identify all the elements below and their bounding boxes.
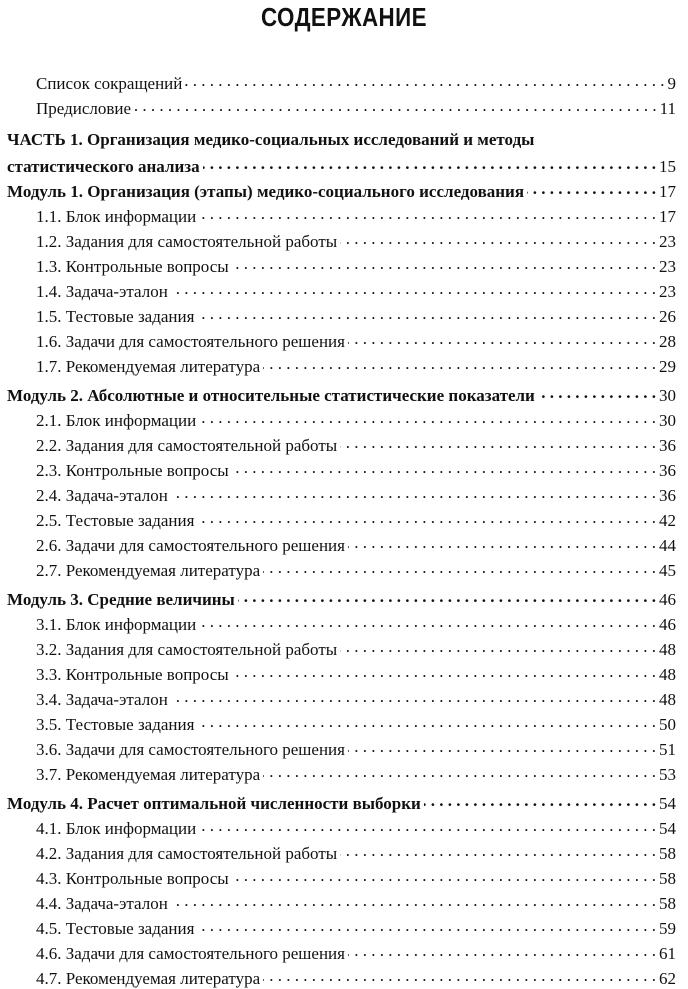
toc-entry[interactable] xyxy=(0,94,688,119)
dot-leader xyxy=(348,331,656,349)
dot-leader xyxy=(185,73,664,91)
dot-leader xyxy=(197,306,656,324)
toc-subentry[interactable] xyxy=(0,431,688,456)
toc-entry-page: 11 xyxy=(659,99,676,118)
toc-subentry-page: 44 xyxy=(659,536,676,555)
toc-subentry[interactable] xyxy=(0,660,688,685)
dot-leader xyxy=(238,589,656,607)
toc-subentry[interactable] xyxy=(0,406,688,431)
module-heading-label: Модуль 4. Расчет оптимальной численности выборки xyxy=(7,794,421,813)
toc-subentry[interactable] xyxy=(0,735,688,760)
toc-subentry-page: 54 xyxy=(659,819,676,838)
dot-leader xyxy=(340,639,656,657)
dot-leader xyxy=(171,893,656,911)
dot-leader xyxy=(348,943,656,961)
toc-subentry-page: 36 xyxy=(659,436,676,455)
dot-leader xyxy=(203,156,656,174)
toc-subentry-label: 1.3. Контрольные вопросы xyxy=(36,257,229,276)
toc-subentry-label: 2.2. Задания для самостоятельной работы xyxy=(36,436,338,455)
toc-subentry[interactable] xyxy=(0,456,688,481)
dot-leader xyxy=(199,206,656,224)
toc-subentry-label: 4.4. Задача-эталон xyxy=(36,894,168,913)
toc-subentry-page: 26 xyxy=(659,307,676,326)
toc-entry[interactable] xyxy=(0,69,688,94)
toc-entry-page: 9 xyxy=(667,74,676,93)
toc-subentry-label: 3.7. Рекомендуемая литература xyxy=(36,765,261,784)
toc-subentry[interactable] xyxy=(0,556,688,581)
toc-subentry-page: 17 xyxy=(659,207,676,226)
toc-subentry-page: 61 xyxy=(659,944,676,963)
toc-subentry[interactable] xyxy=(0,814,688,839)
dot-leader xyxy=(171,281,656,299)
module-heading-label: Модуль 2. Абсолютные и относительные статистические показатели xyxy=(7,386,535,405)
module-heading[interactable] xyxy=(0,381,688,406)
dot-leader xyxy=(424,793,656,811)
module-heading[interactable] xyxy=(0,177,688,202)
toc-subentry-label: 3.5. Тестовые задания xyxy=(36,715,195,734)
toc-subentry[interactable] xyxy=(0,352,688,377)
toc-subentry-label: 4.1. Блок информации xyxy=(36,819,197,838)
toc-subentry[interactable] xyxy=(0,760,688,785)
toc-subentry-label: 2.7. Рекомендуемая литература xyxy=(36,561,261,580)
dot-leader xyxy=(232,256,656,274)
toc-subentry[interactable] xyxy=(0,506,688,531)
toc-subentry[interactable] xyxy=(0,610,688,635)
toc-subentry[interactable] xyxy=(0,302,688,327)
toc-subentry-page: 50 xyxy=(659,715,676,734)
dot-leader xyxy=(232,868,656,886)
spacer xyxy=(0,119,688,127)
toc-subentry-page: 36 xyxy=(659,461,676,480)
toc-subentry-page: 58 xyxy=(659,844,676,863)
toc-subentry-page: 30 xyxy=(659,411,676,430)
toc-subentry-page: 46 xyxy=(659,615,676,634)
toc-subentry[interactable] xyxy=(0,864,688,889)
toc-subentry-label: 2.4. Задача-эталон xyxy=(36,486,168,505)
toc-subentry-page: 62 xyxy=(659,969,676,988)
toc-subentry-label: 2.5. Тестовые задания xyxy=(36,511,195,530)
dot-leader xyxy=(197,714,656,732)
toc-subentry-label: 3.3. Контрольные вопросы xyxy=(36,665,229,684)
dot-leader xyxy=(197,918,656,936)
dot-leader xyxy=(263,764,656,782)
dot-leader xyxy=(538,385,656,403)
toc-subentry-label: 4.2. Задания для самостоятельной работы xyxy=(36,844,338,863)
toc-subentry-page: 29 xyxy=(659,357,676,376)
toc-subentry-label: 2.1. Блок информации xyxy=(36,411,197,430)
part-heading-label: статистического анализа xyxy=(7,157,200,176)
page-title: СОДЕРЖАНИЕ xyxy=(261,2,427,32)
toc-subentry-page: 42 xyxy=(659,511,676,530)
toc-subentry-label: 4.6. Задачи для самостоятельного решения xyxy=(36,944,345,963)
module-heading-page: 54 xyxy=(659,794,676,813)
toc-subentry-page: 58 xyxy=(659,894,676,913)
toc-subentry-label: 4.3. Контрольные вопросы xyxy=(36,869,229,888)
dot-leader xyxy=(527,181,656,199)
module-heading-label: Модуль 3. Средние величины xyxy=(7,590,235,609)
toc-subentry[interactable] xyxy=(0,481,688,506)
module-heading-page: 30 xyxy=(659,386,676,405)
toc-subentry-page: 28 xyxy=(659,332,676,351)
toc-subentry[interactable] xyxy=(0,914,688,939)
dot-leader xyxy=(263,560,656,578)
dot-leader xyxy=(232,460,656,478)
dot-leader xyxy=(263,356,656,374)
toc-subentry-label: 3.1. Блок информации xyxy=(36,615,197,634)
dot-leader xyxy=(199,818,656,836)
dot-leader xyxy=(348,739,656,757)
toc-subentry[interactable] xyxy=(0,252,688,277)
toc-subentry-page: 45 xyxy=(659,561,676,580)
toc-subentry-page: 23 xyxy=(659,282,676,301)
toc-subentry-label: 1.2. Задания для самостоятельной работы xyxy=(36,232,338,251)
dot-leader xyxy=(171,689,656,707)
toc-subentry-label: 1.7. Рекомендуемая литература xyxy=(36,357,261,376)
toc-subentry[interactable] xyxy=(0,327,688,352)
toc-subentry[interactable] xyxy=(0,277,688,302)
part-heading[interactable] xyxy=(0,152,688,177)
dot-leader xyxy=(171,485,656,503)
toc-subentry[interactable] xyxy=(0,531,688,556)
toc-subentry-page: 51 xyxy=(659,740,676,759)
toc-subentry-label: 3.4. Задача-эталон xyxy=(36,690,168,709)
module-heading[interactable] xyxy=(0,789,688,814)
module-section xyxy=(0,381,688,581)
toc-subentry-label: 3.6. Задачи для самостоятельного решения xyxy=(36,740,345,759)
module-heading[interactable] xyxy=(0,585,688,610)
toc-subentry[interactable] xyxy=(0,939,688,964)
toc-subentry[interactable] xyxy=(0,227,688,252)
module-list xyxy=(0,177,688,989)
dot-leader xyxy=(340,435,656,453)
toc-entry-label: Предисловие xyxy=(36,99,132,118)
toc-subentry-page: 23 xyxy=(659,232,676,251)
dot-leader xyxy=(134,98,657,116)
toc-subentry-label: 4.7. Рекомендуемая литература xyxy=(36,969,261,988)
toc-subentry-label: 1.1. Блок информации xyxy=(36,207,197,226)
dot-leader xyxy=(348,535,656,553)
dot-leader xyxy=(197,510,656,528)
module-section xyxy=(0,177,688,377)
dot-leader xyxy=(340,231,656,249)
toc-subentry-page: 59 xyxy=(659,919,676,938)
module-section xyxy=(0,789,688,989)
toc-subentry-label: 2.3. Контрольные вопросы xyxy=(36,461,229,480)
toc-subentry-page: 48 xyxy=(659,690,676,709)
dot-leader xyxy=(340,843,656,861)
dot-leader xyxy=(199,614,656,632)
module-section xyxy=(0,585,688,785)
toc-subentry-page: 23 xyxy=(659,257,676,276)
toc-subentry-label: 4.5. Тестовые задания xyxy=(36,919,195,938)
toc-subentry[interactable] xyxy=(0,710,688,735)
toc-subentry-page: 48 xyxy=(659,640,676,659)
toc-subentry[interactable] xyxy=(0,964,688,989)
toc-subentry[interactable] xyxy=(0,889,688,914)
toc-subentry-page: 58 xyxy=(659,869,676,888)
toc-subentry-page: 53 xyxy=(659,765,676,784)
part-heading-page: 15 xyxy=(659,157,676,176)
table-of-contents xyxy=(0,69,688,989)
toc-subentry[interactable] xyxy=(0,685,688,710)
toc-subentry[interactable] xyxy=(0,839,688,864)
module-heading-label: Модуль 1. Организация (этапы) медико-социального исследования xyxy=(7,182,525,201)
dot-leader xyxy=(199,410,656,428)
toc-subentry-label: 1.6. Задачи для самостоятельного решения xyxy=(36,332,345,351)
module-heading-page: 17 xyxy=(659,182,676,201)
toc-subentry-label: 1.4. Задача-эталон xyxy=(36,282,168,301)
toc-subentry-page: 36 xyxy=(659,486,676,505)
toc-subentry[interactable] xyxy=(0,202,688,227)
toc-subentry-page: 48 xyxy=(659,665,676,684)
module-heading-page: 46 xyxy=(659,590,676,609)
part-heading-line1[interactable]: ЧАСТЬ 1. Организация медико-социальных исследований и методы xyxy=(7,130,535,149)
dot-leader xyxy=(232,664,656,682)
toc-subentry[interactable] xyxy=(0,635,688,660)
toc-subentry-label: 3.2. Задания для самостоятельной работы xyxy=(36,640,338,659)
toc-entry-label: Список сокращений xyxy=(36,74,183,93)
toc-subentry-label: 1.5. Тестовые задания xyxy=(36,307,195,326)
toc-subentry-label: 2.6. Задачи для самостоятельного решения xyxy=(36,536,345,555)
dot-leader xyxy=(263,968,656,986)
